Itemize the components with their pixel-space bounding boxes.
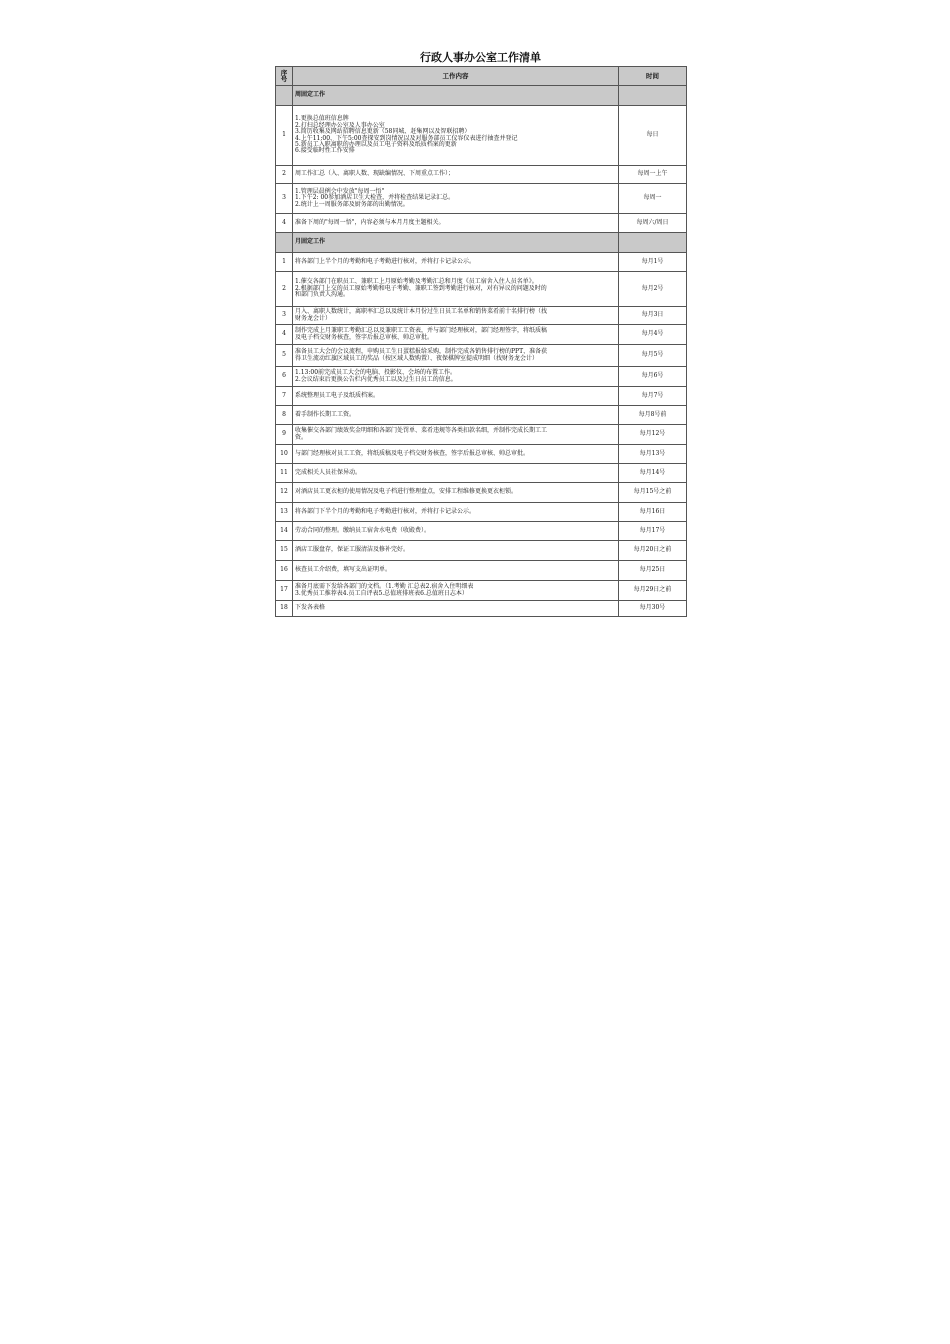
row-content [293, 325, 619, 345]
row-content [293, 601, 619, 617]
row-time: 每月25日 [619, 561, 687, 581]
content-line: 5.新员工入职离职的办理以及员工电子资料及纸质档案的更新 [295, 140, 457, 148]
row-content [293, 367, 619, 387]
row-content [293, 483, 619, 503]
row-content [293, 253, 619, 272]
table-row [276, 483, 687, 503]
content-line: 财务龙会计） [295, 314, 332, 322]
table-row [276, 522, 687, 541]
row-number: 13 [276, 503, 293, 522]
row-number: 1 [276, 106, 293, 166]
content-line: 月入、离职人数统计，离职率汇总以及统计本月份过生日员工名单和销售菜肴前十名排行榜（找 [295, 308, 548, 316]
content-line: 收集催交各部门绩效奖金明细和各部门处罚单、菜肴违规等各类扣款名细，并制作完成长期工工 [295, 427, 548, 435]
header-time: 时间 [619, 67, 687, 86]
row-number: 15 [276, 541, 293, 561]
row-time: 每月16日 [619, 503, 687, 522]
row-time: 每月3日 [619, 307, 687, 325]
row-content [293, 387, 619, 406]
content-line: 对酒店员工更衣柜的使用情况及电子档进行整理盘点，安排工程维修更换更衣柜锁。 [295, 488, 518, 496]
row-time: 每月5号 [619, 345, 687, 367]
content-line: 酒店工服盘存，保证工服清洁及修补完好。 [295, 546, 410, 554]
header-content: 工作内容 [293, 67, 619, 86]
content-line: 和部门负责人沟通。 [295, 291, 350, 299]
content-line: 将各部门下半个月的考勤和电子考勤进行核对，并将打卡记录公示。 [295, 507, 476, 515]
content-line: 完成相关人员社保异动。 [295, 468, 362, 476]
content-line: 6.接受临时性工作安排 [295, 147, 355, 155]
row-number: 11 [276, 464, 293, 483]
content-line: 准备月底需下发给各部门的文档。（1.考勤 汇总表2.宿舍入住明细表 [295, 583, 474, 591]
content-line: 周工作汇总（入、离职人数、现缺编情况、下周重点工作）； [295, 170, 455, 178]
row-content [293, 272, 619, 307]
content-line: 制作完成上月兼职工考勤汇总以及兼职工工资表，并与部门经理核对，部门经理签字，将纸质稿 [295, 327, 548, 335]
content-line: 2.根据部门上交的员工原始考勤和电子考勤、兼职工签到考勤进行核对，对有异议的问题及时的 [295, 284, 547, 292]
section-time-cell [619, 233, 687, 253]
table-row [276, 581, 687, 601]
work-list-table [275, 66, 687, 617]
row-content [293, 464, 619, 483]
row-number: 7 [276, 387, 293, 406]
row-time: 每月7号 [619, 387, 687, 406]
row-time: 每周一上午 [619, 166, 687, 184]
table-row [276, 184, 687, 214]
content-line: 得卫生流动红旗区域员工的奖品（按区域人数购置）、夜保棋牌室提成明细（找财务龙会计） [295, 354, 539, 362]
table-row [276, 367, 687, 387]
content-line: 准备员工大会的会议流程，申购员工生日蛋糕报给采购，制作完成各销售排行榜的PPT、准备获 [295, 348, 548, 356]
row-content [293, 541, 619, 561]
row-time: 每月8号前 [619, 406, 687, 425]
table-row [276, 541, 687, 561]
row-number: 4 [276, 214, 293, 233]
row-number: 4 [276, 325, 293, 345]
row-number: 12 [276, 483, 293, 503]
row-content [293, 503, 619, 522]
table-row [276, 561, 687, 581]
row-time: 每月1号 [619, 253, 687, 272]
content-line: 1.下午2: 00参加酒店卫生大检查，并将检查结果记录汇总。 [295, 194, 455, 202]
section-time-cell [619, 86, 687, 106]
table-row [276, 445, 687, 464]
row-time: 每月13号 [619, 445, 687, 464]
row-time: 每月14号 [619, 464, 687, 483]
table-body [276, 86, 687, 617]
row-content [293, 561, 619, 581]
content-line: 2.会议结束后更换公告栏内优秀员工以及过生日员工的信息。 [295, 375, 457, 383]
content-line: 3.简历收集及网站招聘信息更新（58同城、赶集网以及智联招聘） [295, 128, 471, 136]
content-line: 1.管理层晨例会中发放"每周一悟" [295, 187, 385, 195]
row-time: 每月20日之前 [619, 541, 687, 561]
table-row [276, 425, 687, 445]
content-line: 系统整理员工电子及纸质档案。 [295, 391, 380, 399]
table-row [276, 345, 687, 367]
row-number: 8 [276, 406, 293, 425]
row-content [293, 106, 619, 166]
row-content [293, 406, 619, 425]
section-seq-cell [276, 86, 293, 106]
row-number: 10 [276, 445, 293, 464]
content-line: 劳动合同的整理。缴纳员工宿舍水电费（收殿费）。 [295, 526, 431, 534]
content-line: 1.13:00前完成员工大会的电脑、投影仪、会场的布置工作。 [295, 369, 457, 377]
row-content [293, 307, 619, 325]
section-title: 月固定工作 [293, 233, 619, 253]
row-number: 5 [276, 345, 293, 367]
row-content [293, 345, 619, 367]
table-row [276, 272, 687, 307]
row-number: 6 [276, 367, 293, 387]
content-line: 4.上午11:00、下午5:00查探安到岗情况以及对服务部员工仪容仪表进行抽查并登记 [295, 134, 518, 142]
row-content [293, 445, 619, 464]
row-number: 14 [276, 522, 293, 541]
row-content [293, 581, 619, 601]
content-line: 将各部门上半个月的考勤和电子考勤进行核对，并将打卡记录公示。 [295, 257, 476, 265]
table-row [276, 253, 687, 272]
row-time: 每月12号 [619, 425, 687, 445]
row-time: 每周六/周日 [619, 214, 687, 233]
table-row [276, 166, 687, 184]
row-number: 16 [276, 561, 293, 581]
row-time: 每月4号 [619, 325, 687, 345]
header-seq: 序号 [276, 67, 293, 86]
content-line: 及电子档交财务核查，签字后报总审核、帅总审批。 [295, 333, 434, 341]
row-content [293, 425, 619, 445]
row-time: 每周一 [619, 184, 687, 214]
row-content [293, 214, 619, 233]
section-seq-cell [276, 233, 293, 253]
row-time: 每月29日之前 [619, 581, 687, 601]
row-number: 3 [276, 307, 293, 325]
row-time: 每月30号 [619, 601, 687, 617]
content-line: 核查员工介绍费，填写支出证明单。 [295, 566, 392, 574]
section-title: 周固定工作 [293, 86, 619, 106]
table-row [276, 307, 687, 325]
row-number: 17 [276, 581, 293, 601]
row-number: 3 [276, 184, 293, 214]
row-number: 1 [276, 253, 293, 272]
row-content [293, 184, 619, 214]
content-line: 2.打扫总经理办公室及人事办公室 [295, 121, 385, 129]
table-row [276, 601, 687, 617]
table-row [276, 503, 687, 522]
content-line: 1.催交各部门在职员工、兼职工上月原始考勤及考勤汇总和月度《员工宿舍入住人员名单》。 [295, 278, 538, 286]
row-number: 9 [276, 425, 293, 445]
table-row [276, 406, 687, 425]
table-row [276, 106, 687, 166]
row-time: 每月6号 [619, 367, 687, 387]
content-line: 与部门经理核对员工工资，将纸质稿及电子档交财务核查，签字后报总审核、帅总审批。 [295, 449, 530, 457]
table-row [276, 387, 687, 406]
row-number: 2 [276, 272, 293, 307]
content-line: 准备下周的"每周一悟"，内容必须与本月月度主题相关。 [295, 218, 445, 226]
table-row [276, 214, 687, 233]
row-number: 18 [276, 601, 293, 617]
content-line: 2.统计上一周服务部及厨务部的出勤情况。 [295, 200, 409, 208]
content-line: 3.优秀员工推荐表4.员工自评表5.总值班排班表6.总值班日志本） [295, 589, 468, 597]
row-time: 每月2号 [619, 272, 687, 307]
content-line: 着手制作长期工工资。 [295, 410, 356, 418]
row-content [293, 522, 619, 541]
content-line: 下发各表格 [295, 604, 326, 612]
row-content [293, 166, 619, 184]
row-time: 每日 [619, 106, 687, 166]
table-row [276, 325, 687, 345]
row-time: 每月15号之前 [619, 483, 687, 503]
header-row [276, 67, 687, 86]
row-time: 每月17号 [619, 522, 687, 541]
content-line: 1.更换总值班信息牌 [295, 115, 349, 123]
section-row [276, 86, 687, 106]
table-row [276, 464, 687, 483]
content-line: 资。 [295, 433, 308, 441]
row-number: 2 [276, 166, 293, 184]
page-title: 行政人事办公室工作清单 [420, 51, 541, 64]
section-row [276, 233, 687, 253]
